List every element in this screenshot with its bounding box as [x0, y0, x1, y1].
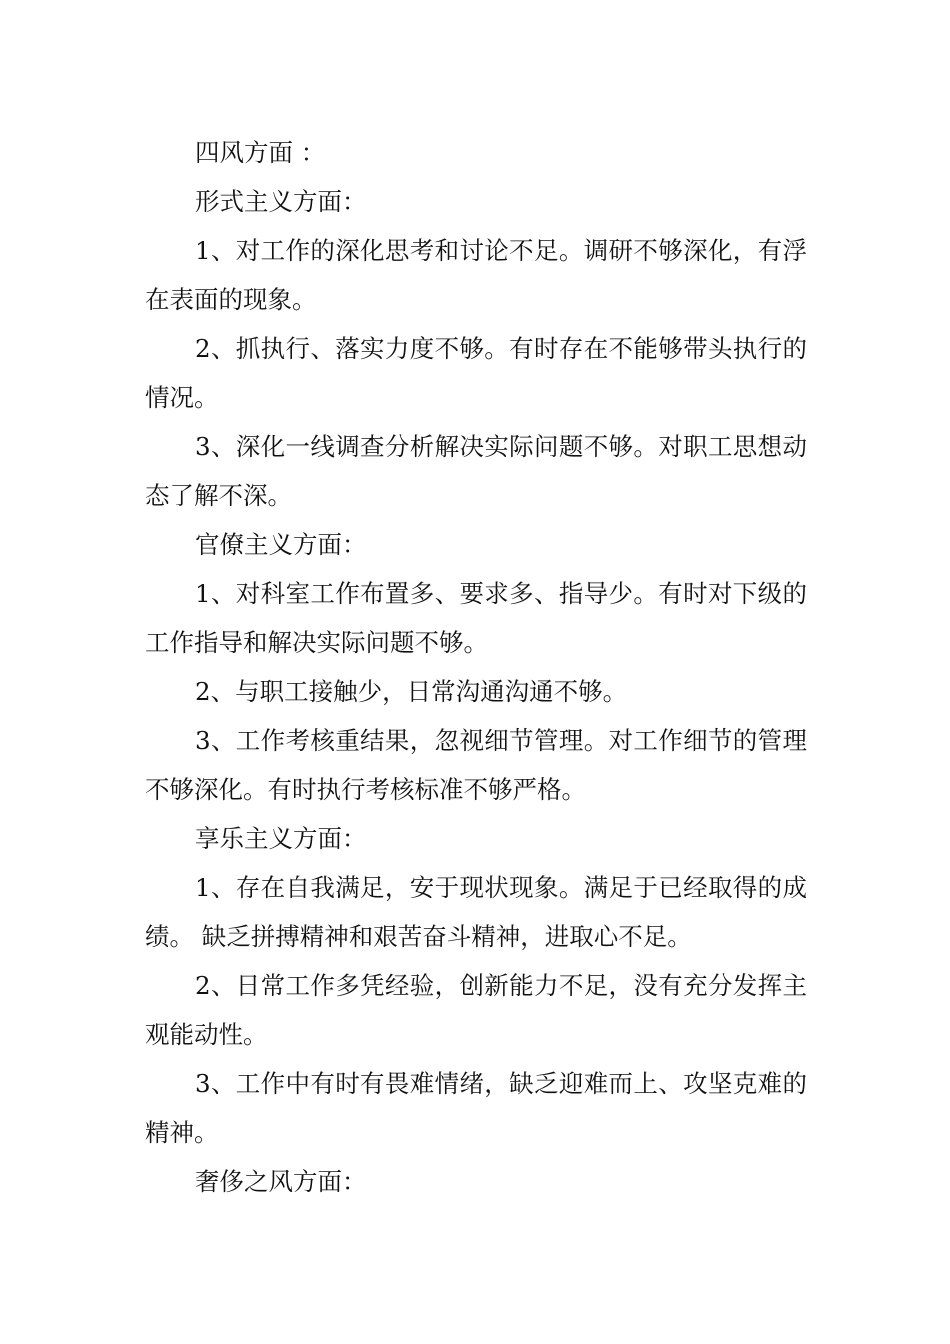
section-heading-bureaucratism: 官僚主义方面：: [195, 530, 367, 559]
list-item: 1、存在自我满足，安于现状现象。满足于已经取得的成绩。 缺乏拼搏精神和艰苦奋斗精神，进取心不足。: [145, 873, 807, 951]
list-item: 1、对科室工作布置多、要求多、指导少。有时对下级的工作指导和解决实际问题不够。: [145, 579, 807, 657]
section-heading-hedonism: 享乐主义方面：: [195, 824, 367, 853]
list-item: 3、深化一线调查分析解决实际问题不够。对职工思想动态了解不深。: [145, 432, 807, 510]
list-item: 3、工作考核重结果，忽视细节管理。对工作细节的管理不够深化。有时执行考核标准不够严格。: [145, 726, 807, 804]
section-heading-formalism: 形式主义方面：: [195, 187, 367, 216]
section-heading-sifeng: 四风方面 ：: [195, 138, 326, 167]
document-body: [145, 128, 807, 1206]
list-item: 2、抓执行、落实力度不够。有时存在不能够带头执行的情况。: [145, 334, 807, 412]
list-item: 2、与职工接触少，日常沟通沟通不够。: [195, 677, 628, 706]
list-item: 2、日常工作多凭经验，创新能力不足，没有充分发挥主观能动性。: [145, 971, 807, 1049]
section-heading-extravagance: 奢侈之风方面：: [195, 1167, 367, 1196]
list-item: 1、对工作的深化思考和讨论不足。调研不够深化，有浮在表面的现象。: [145, 236, 807, 314]
list-item: 3、工作中有时有畏难情绪，缺乏迎难而上、攻坚克难的精神。: [145, 1069, 807, 1147]
